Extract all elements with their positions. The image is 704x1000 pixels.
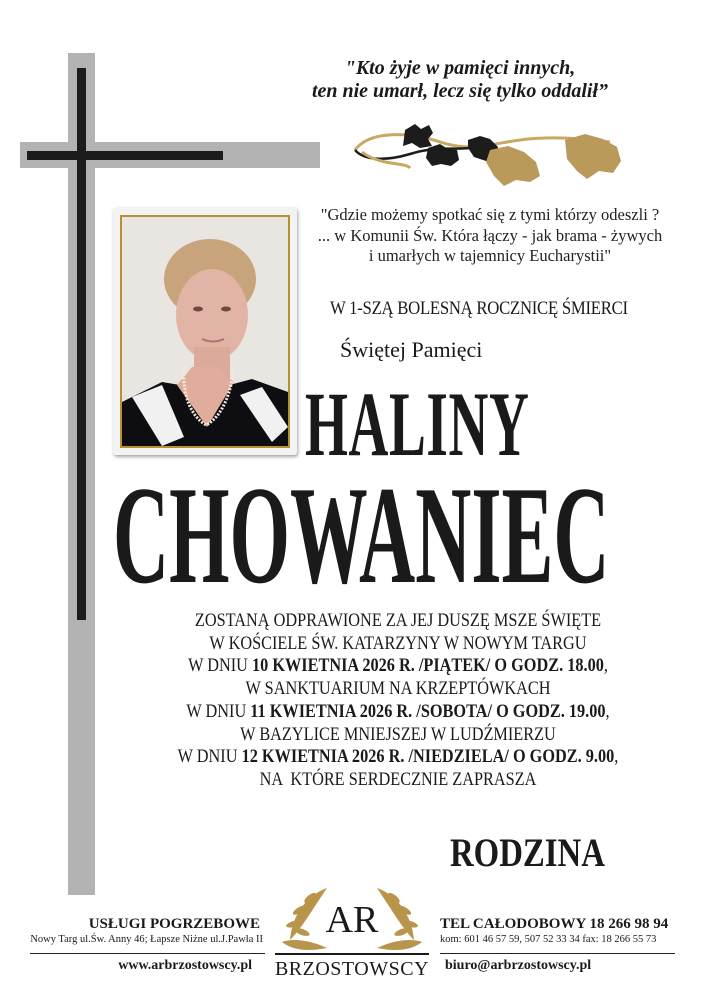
invitation-line: NA KTÓRE SERDECZNIE ZAPRASZA [259, 769, 537, 790]
mass-date-suffix: , [614, 747, 619, 768]
mass-date: 11 KWIETNIA 2026 R. /SOBOTA/ O GODZ. 19.00 [250, 701, 606, 722]
quote-line-1: "Gdzie możemy spotkać się z tymi którzy odeszli ? [320, 205, 660, 224]
mass-place: W BAZYLICE MNIEJSZEJ W LUDŹMIERZU [240, 724, 556, 745]
mass-date-prefix: W DNIU [186, 701, 251, 722]
anniversary-heading: W 1-SZĄ BOLESNĄ ROCZNICĘ ŚMIERCI [330, 298, 628, 319]
memory-heading: Świętej Pamięci [340, 337, 483, 362]
portrait-photo [120, 215, 290, 448]
first-name: HALINY [305, 373, 530, 475]
email-link[interactable]: biuro@arbrzostowscy.pl [445, 958, 592, 973]
portrait-photo-frame [113, 207, 297, 455]
mass-date-suffix: , [603, 656, 608, 677]
announcement-intro: ZOSTANĄ ODPRAWIONE ZA JEJ DUSZĘ MSZE ŚWIĘTE [194, 611, 602, 631]
mass-date: 12 KWIETNIA 2026 R. /NIEDZIELA/ O GODZ. 9.00 [241, 747, 615, 768]
logo-monogram: AR [325, 899, 379, 941]
website-link[interactable]: www.arbrzostowscy.pl [118, 958, 252, 973]
footer-right-divider [440, 953, 675, 954]
quote-line-2: ... w Komunii Św. Która łączy - jak brama - żywych [317, 225, 663, 245]
mass-date-prefix: W DNIU [177, 747, 242, 768]
phone-24h: TEL CAŁODOBOWY 18 266 98 94 [440, 916, 669, 932]
family-signature: RODZINA [450, 830, 605, 875]
mass-announcement [118, 610, 678, 792]
company-logo [272, 880, 432, 1000]
mass-place: W SANKTUARIUM NA KRZEPTÓWKACH [245, 679, 551, 700]
mass-place: W KOŚCIELE ŚW. KATARZYNY W NOWYM TARGU [209, 633, 587, 654]
mass-date: 10 KWIETNIA 2026 R. /PIĄTEK/ O GODZ. 18.00 [251, 656, 604, 677]
cross-black-horizontal [27, 151, 223, 160]
funeral-services-address: Nowy Targ ul.Św. Anny 46; Łapsze Niżne ul.J.Pawła II [30, 934, 263, 945]
eucharist-quote [300, 205, 680, 267]
logo-divider [275, 953, 429, 955]
mass-date-prefix: W DNIU [188, 656, 252, 677]
footer-left-divider [30, 953, 265, 954]
motto-line-2: ten nie umarł, lecz się tylko oddalił” [311, 80, 609, 102]
last-name: CHOWANIEC [113, 458, 610, 613]
logo-name: BRZOSTOWSCY [274, 958, 430, 980]
motto-line-1: "Kto żyje w pamięci innych, [344, 57, 576, 79]
mass-date-suffix: , [605, 701, 610, 722]
portrait-image-icon [122, 217, 288, 446]
mass-date-line [152, 655, 645, 678]
phone-numbers: kom: 601 46 57 59, 507 52 33 34 fax: 18 266 55 73 [440, 934, 657, 945]
mass-date-line [152, 746, 645, 769]
motto [240, 57, 680, 103]
mass-date-line [152, 701, 645, 724]
quote-line-3: i umarłych w tajemnicy Eucharystii" [368, 246, 612, 265]
vine-ornament-icon [350, 122, 650, 192]
funeral-services-title: USŁUGI POGRZEBOWE [88, 916, 260, 932]
